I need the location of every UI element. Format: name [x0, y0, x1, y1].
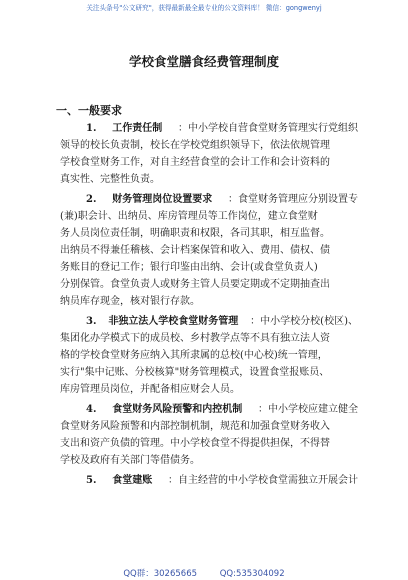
- paragraph-4-text: ：中小学校应建立健全: [257, 404, 358, 415]
- paragraph-5-heading: 食堂建账: [112, 475, 153, 486]
- paragraph-3-heading: 非独立法人学校食堂财务管理: [108, 316, 239, 327]
- paragraph-4-line-3: 支出和资产负债的管理。中小学校食堂不得提供担保，不得替: [60, 438, 330, 449]
- top-banner: 关注头条号"公文研究"，获得最新最全最专业的公文资料库！ 微信：gongwenyj: [86, 4, 322, 12]
- paragraph-1-number: 1.: [86, 123, 97, 134]
- paragraph-3-line-3: 格的学校食堂财务应纳入其所隶属的总校(中心校)统一管理，: [60, 350, 328, 361]
- paragraph-1-line-1: [86, 120, 358, 137]
- paragraph-3-text: ：中小学校分校(校区)、: [250, 316, 358, 327]
- paragraph-1-line-2: 领导的校长负责制，校长在学校党组织领导下，依法依规管理: [60, 140, 330, 151]
- document-title: 学校食堂膳食经费管理制度: [128, 54, 279, 69]
- paragraph-4-line-1: [86, 401, 358, 418]
- paragraph-1-text: ：中小学校自营食堂财务管理实行党组织: [177, 123, 358, 134]
- paragraph-2-line-2: (兼)职会计、出纳员、库房管理员等工作岗位，建立食堂财: [60, 211, 318, 222]
- paragraph-2-line-4: 出纳员不得兼任稽核、会计档案保管和收入、费用、债权、债: [60, 245, 330, 256]
- paragraph-4-line-4: 学校及政府有关部门等借债务。: [60, 455, 200, 466]
- paragraph-4-number: 4.: [86, 404, 97, 415]
- paragraph-2-line-7: 纳员库存现金，核对银行存款。: [60, 296, 200, 307]
- footer-contact: QQ群：30265665 QQ:535304092: [123, 569, 285, 579]
- paragraph-5-line-1: [86, 472, 358, 489]
- section-heading: 一、一般要求: [56, 104, 122, 117]
- paragraph-2-line-5: 务账目的登记工作；银行印鉴由出纳、会计(或食堂负责人): [60, 262, 318, 273]
- paragraph-3-line-2: 集团化办学模式下的成员校、乡村教学点等不具有独立法人资: [60, 333, 330, 344]
- paragraph-2-line-3: 务人员岗位责任制，明确职责和权限，各司其职，相互监督。: [60, 228, 330, 239]
- paragraph-5-number: 5.: [86, 475, 97, 486]
- paragraph-3-line-1: [86, 313, 358, 330]
- paragraph-5-text: ：自主经营的中小学校食堂需独立开展会计: [167, 475, 358, 486]
- paragraph-2-text: ：食堂财务管理应分别设置专: [227, 194, 358, 205]
- paragraph-1-line-3: 学校食堂财务工作，对自主经营食堂的会计工作和会计资料的: [60, 157, 330, 168]
- paragraph-2-line-1: [86, 191, 358, 208]
- paragraph-3-line-4: 实行"集中记账、分校核算"财务管理模式，设置食堂报账员、: [60, 367, 330, 378]
- paragraph-3-line-5: 库房管理员岗位，并配备相应财会人员。: [60, 384, 240, 395]
- paragraph-1-heading: 工作责任制: [112, 123, 163, 134]
- paragraph-3-number: 3.: [86, 316, 97, 327]
- paragraph-2-line-6: 分别保管。食堂负责人或财务主管人员要定期或不定期抽查出: [60, 279, 330, 290]
- paragraph-2-number: 2.: [86, 194, 97, 205]
- paragraph-4-line-2: 食堂财务风险预警和内部控制机制，规范和加强食堂财务收入: [60, 421, 330, 432]
- paragraph-1-line-4: 真实性、完整性负责。: [60, 174, 160, 185]
- paragraph-2-heading: 财务管理岗位设置要求: [112, 194, 213, 205]
- paragraph-4-heading: 食堂财务风险预警和内控机制: [112, 404, 243, 415]
